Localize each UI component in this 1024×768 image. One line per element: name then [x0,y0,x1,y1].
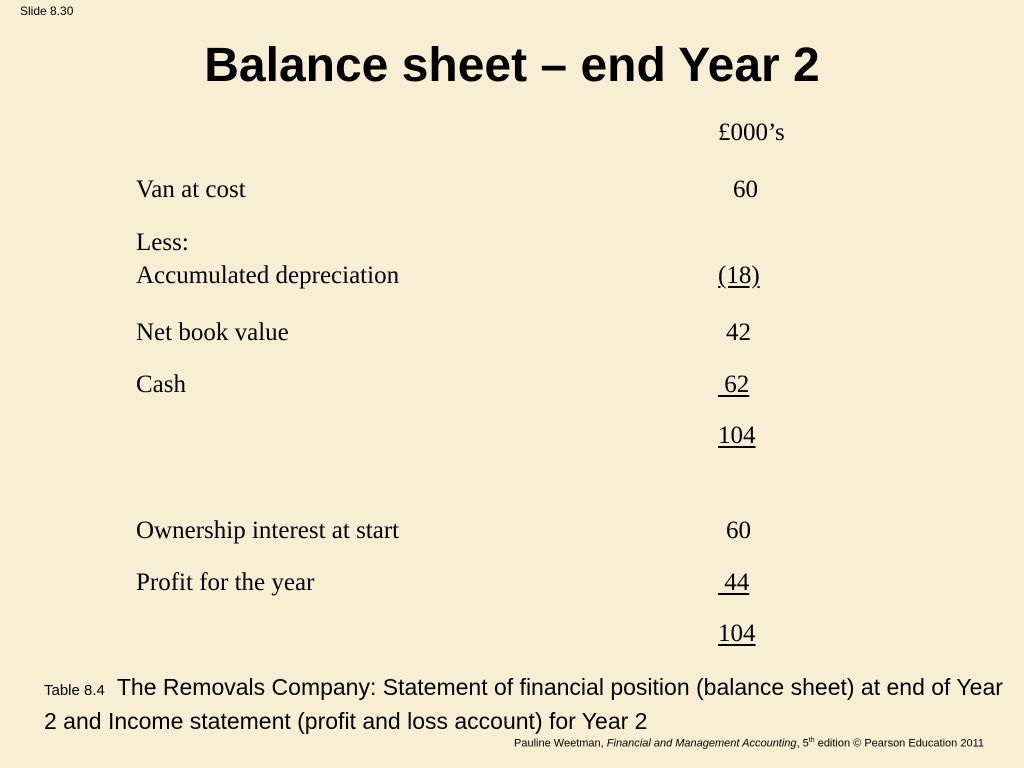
net-book-value-value: 42 [726,319,751,346]
cash-label: Cash [136,371,186,398]
cash-value: 62 [718,371,750,398]
van-at-cost-value: 60 [733,176,758,203]
van-at-cost-label: Van at cost [136,176,246,203]
profit-for-year-label: Profit for the year [136,569,315,596]
caption-tag: Table 8.4 [44,682,105,699]
unit-header: £000’s [718,119,785,146]
footer-author: Pauline Weetman, [514,737,607,750]
less-label: Less: [136,229,189,256]
ownership-interest-label: Ownership interest at start [136,517,400,544]
profit-for-year-value: 44 [718,569,750,596]
slide-number: Slide 8.30 [20,4,74,18]
total-ownership-value: 104 [718,620,756,647]
ownership-interest-value: 60 [726,517,751,544]
footer-citation [514,737,984,750]
net-book-value-label: Net book value [136,319,289,346]
footer-book-title: Financial and Management Accounting [606,737,797,750]
footer-edition-number: , 5 [796,737,809,750]
total-assets-value: 104 [718,422,756,449]
slide-title: Balance sheet – end Year 2 [204,39,820,92]
table-caption [44,672,1004,736]
accumulated-depreciation-label: Accumulated depreciation [136,262,400,289]
accumulated-depreciation-value: (18) [718,262,760,289]
footer-rest: edition © Pearson Education 2011 [814,737,984,750]
caption-text: The Removals Company: Statement of financial position (balance sheet) at end of Year 2 and Income statement (profit and loss account) for Year 2 [44,674,1003,734]
footer-edition-suffix: th [808,737,815,744]
